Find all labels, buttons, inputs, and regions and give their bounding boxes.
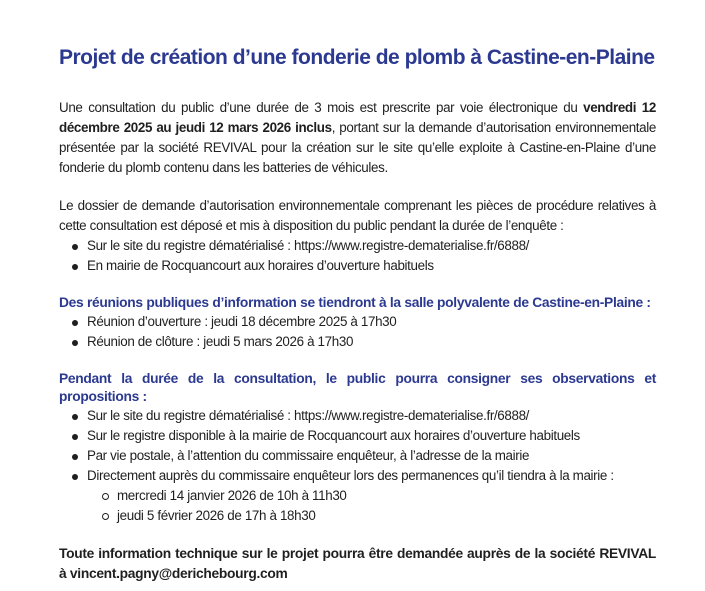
dossier-section — [59, 196, 656, 276]
list-item: jeudi 5 février 2026 de 17h à 18h30 — [59, 506, 656, 526]
list-item: Sur le registre disponible à la mairie de Rocquancourt aux horaires d’ouverture habituels — [59, 426, 656, 446]
observations-heading: Pendant la durée de la consultation, le public pourra consigner ses observations et propositions : — [59, 371, 656, 404]
reunions-heading: Des réunions publiques d’information se tiendront à la salle polyvalente de Castine-en-Plaine : — [59, 295, 651, 310]
list-item: Par vie postale, à l’attention du commissaire enquêteur, à l’adresse de la mairie — [59, 446, 656, 466]
observations-section — [59, 370, 656, 526]
consultation-dates: vendredi 12 décembre 2025 au jeudi 12 mars 2026 inclus — [59, 100, 656, 135]
list-item: Sur le site du registre dématérialisé : https://www.registre-dematerialise.fr/6888/ — [59, 406, 656, 426]
reunions-section — [59, 294, 656, 352]
list-item: mercredi 14 janvier 2026 de 10h à 11h30 — [59, 486, 656, 506]
observations-list — [59, 406, 656, 486]
list-item: Réunion d’ouverture : jeudi 18 décembre 2025 à 17h30 — [59, 312, 656, 332]
contact-footer: Toute information technique sur le projet pourra être demandée auprès de la société REVIVAL à vincent.pagny@derichebourg.com — [59, 546, 656, 581]
dossier-list — [59, 236, 656, 276]
list-item: Sur le site du registre dématérialisé : https://www.registre-dematerialise.fr/6888/ — [59, 236, 656, 256]
list-item: Réunion de clôture : jeudi 5 mars 2026 à 17h30 — [59, 332, 656, 352]
page-title: Projet de création d’une fonderie de plomb à Castine-en-Plaine — [59, 46, 655, 69]
permanences-list — [59, 486, 656, 526]
dossier-paragraph: Le dossier de demande d’autorisation environnementale comprenant les pièces de procédure relatives à cette consultation est déposé et mis à disposition du public pendant la durée de l’enquête : — [59, 198, 656, 233]
list-item: En mairie de Rocquancourt aux horaires d’ouverture habituels — [59, 256, 656, 276]
intro-section — [59, 98, 656, 178]
reunions-list — [59, 312, 656, 352]
list-item: Directement auprès du commissaire enquêteur lors des permanences qu’il tiendra à la mairie : — [59, 466, 656, 486]
intro-paragraph — [59, 98, 656, 178]
intro-text-start: Une consultation du public d’une durée de 3 mois est prescrite par voie électronique du — [59, 100, 584, 115]
intro-text-end: , portant sur la demande d’autorisation environnementale présentée par la société REVIVAL pour la création sur le site qu’elle exploite à Castine-en-Plaine d’une fonderie du plomb contenu dans les batteries de véhicules. — [59, 120, 656, 175]
